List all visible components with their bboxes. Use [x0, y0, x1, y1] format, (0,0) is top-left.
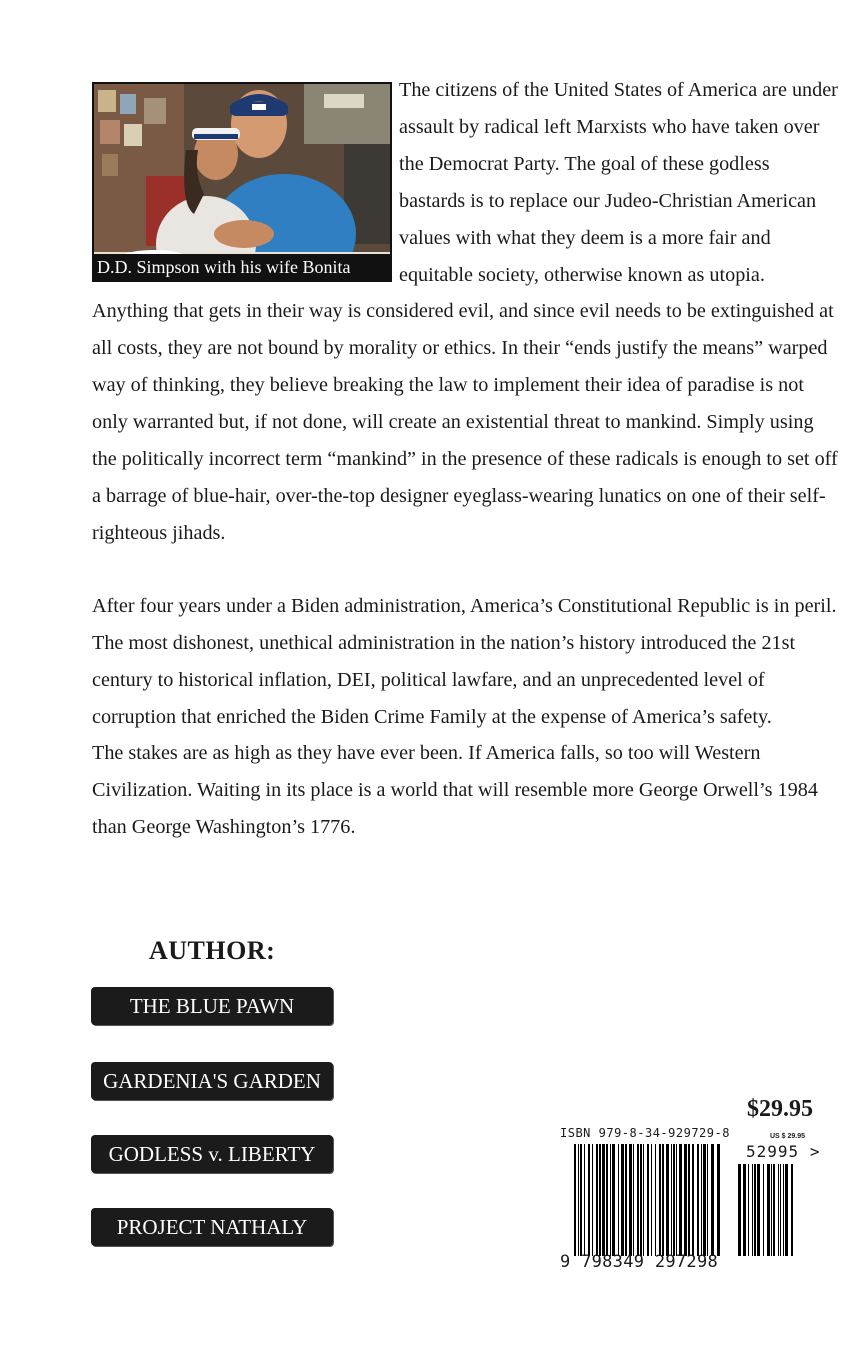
photo-caption: D.D. Simpson with his wife Bonita — [94, 254, 390, 280]
barcode-bar — [599, 1144, 601, 1256]
barcode-bar — [580, 1144, 582, 1256]
barcode-bar — [659, 1144, 661, 1256]
barcode-bar — [625, 1144, 627, 1256]
barcode-bar — [757, 1164, 760, 1256]
us-price-small: US $ 29.95 — [770, 1133, 806, 1140]
barcode-bar — [711, 1144, 714, 1256]
barcode-bar — [679, 1144, 682, 1256]
barcode-bar — [773, 1164, 775, 1256]
author-heading: AUTHOR: — [149, 936, 276, 965]
barcode-bar — [780, 1164, 781, 1256]
barcode-bar — [707, 1144, 708, 1256]
price-label: $29.95 — [747, 1096, 813, 1122]
barcode-bars-main — [574, 1144, 722, 1256]
barcode-bar — [621, 1144, 624, 1256]
barcode-bar — [673, 1144, 675, 1256]
barcode-bar — [643, 1144, 644, 1256]
barcode-bar — [596, 1144, 598, 1256]
barcode-bar — [618, 1144, 619, 1256]
barcode-bar — [688, 1144, 690, 1256]
barcode-bar — [588, 1144, 590, 1256]
isbn-label: ISBN 979-8-34-929729-8 — [560, 1126, 730, 1140]
barcode-bar — [612, 1144, 615, 1256]
barcode-bar — [584, 1144, 585, 1256]
barcode-bar — [752, 1164, 753, 1256]
barcode-bar — [606, 1144, 608, 1256]
back-cover-text — [92, 72, 840, 846]
barcode-bar — [629, 1144, 632, 1256]
barcode-bar — [767, 1164, 770, 1256]
barcode-bar — [602, 1144, 605, 1256]
barcode-bar — [633, 1144, 634, 1256]
paragraph-stakes: The stakes are as high as they have ever been. If America falls, so too will Western Civilization. Waiting in its place is a world that will resemble more George Orwell’s 1984 than George Washington’s 1776. — [92, 742, 818, 839]
addon-arrow: > — [809, 1142, 821, 1161]
barcode-bar — [692, 1144, 694, 1256]
barcode-digits: 9 798349 297298 — [560, 1252, 719, 1272]
barcode-bar — [717, 1144, 720, 1256]
barcode-bar — [647, 1144, 649, 1256]
barcode-bar — [778, 1164, 779, 1256]
paragraph-intro: The citizens of the United States of America are under assault by radical left Marxists who have taken over the Democrat Party. The goal of these godless bastards is to replace our Judeo-Christian American values with what they deem is a more fair and equitable society, otherwise known as utopia. Anything that gets in their way is considered evil, and since evil needs to be extinguished at all costs, they are not bound by morality or ethics. In their “ends justify the means” warped way of thinking, they believe breaking the law to implement their idea of paradise is not only warranted but, if not done, will create an existential threat to mankind. Simply using the politically incorrect term “mankind” in the presence of these radicals is enough to set off a barrage of blue-hair, over-the-top designer eyeglass-wearing lunatics on one of their self-righteous jihads. — [92, 79, 838, 544]
isbn-barcode — [556, 1124, 836, 1284]
barcode-bar — [655, 1144, 656, 1256]
barcode-bar — [701, 1144, 702, 1256]
barcode-bar — [662, 1144, 664, 1256]
barcode-bar — [592, 1144, 593, 1256]
barcode-bar — [785, 1164, 788, 1256]
barcode-bar — [676, 1144, 677, 1256]
barcode-bar — [610, 1144, 611, 1256]
barcode-bar — [697, 1144, 699, 1256]
barcode-bar — [671, 1144, 672, 1256]
book-project-nathaly: PROJECT NATHALY — [91, 1208, 333, 1246]
addon-code: 52995 — [746, 1142, 800, 1161]
paragraph-biden: After four years under a Biden administration, America’s Constitutional Republic is in peril. The most dishonest, unethical administration in the nation’s history introduced the 21st century to historical inflation, DEI, political lawfare, and an unprecedented level of corruption that enriched the Biden Crime Family at the expense of America’s safety. — [92, 594, 837, 728]
barcode-bar — [651, 1144, 652, 1256]
barcode-bar — [684, 1144, 687, 1256]
barcode-bar — [783, 1164, 784, 1256]
barcode-bar — [791, 1164, 793, 1256]
addon-digits — [746, 1142, 820, 1161]
barcode-bar — [743, 1164, 746, 1256]
barcode-bars-addon — [738, 1164, 798, 1256]
barcode-bar — [666, 1144, 669, 1256]
barcode-bar — [771, 1164, 772, 1256]
barcode-bar — [703, 1144, 706, 1256]
book-godless-v-liberty: GODLESS v. LIBERTY — [91, 1135, 333, 1173]
barcode-bar — [738, 1164, 741, 1256]
barcode-bar — [637, 1144, 639, 1256]
book-gardenias-garden: GARDENIA'S GARDEN — [91, 1062, 333, 1100]
barcode-bar — [640, 1144, 642, 1256]
book-the-blue-pawn: THE BLUE PAWN — [91, 987, 333, 1025]
barcode-bar — [578, 1144, 579, 1256]
barcode-bar — [754, 1164, 756, 1256]
photo-spacer — [92, 72, 399, 292]
barcode-bar — [574, 1144, 576, 1256]
barcode-bar — [763, 1164, 764, 1256]
barcode-bar — [748, 1164, 749, 1256]
